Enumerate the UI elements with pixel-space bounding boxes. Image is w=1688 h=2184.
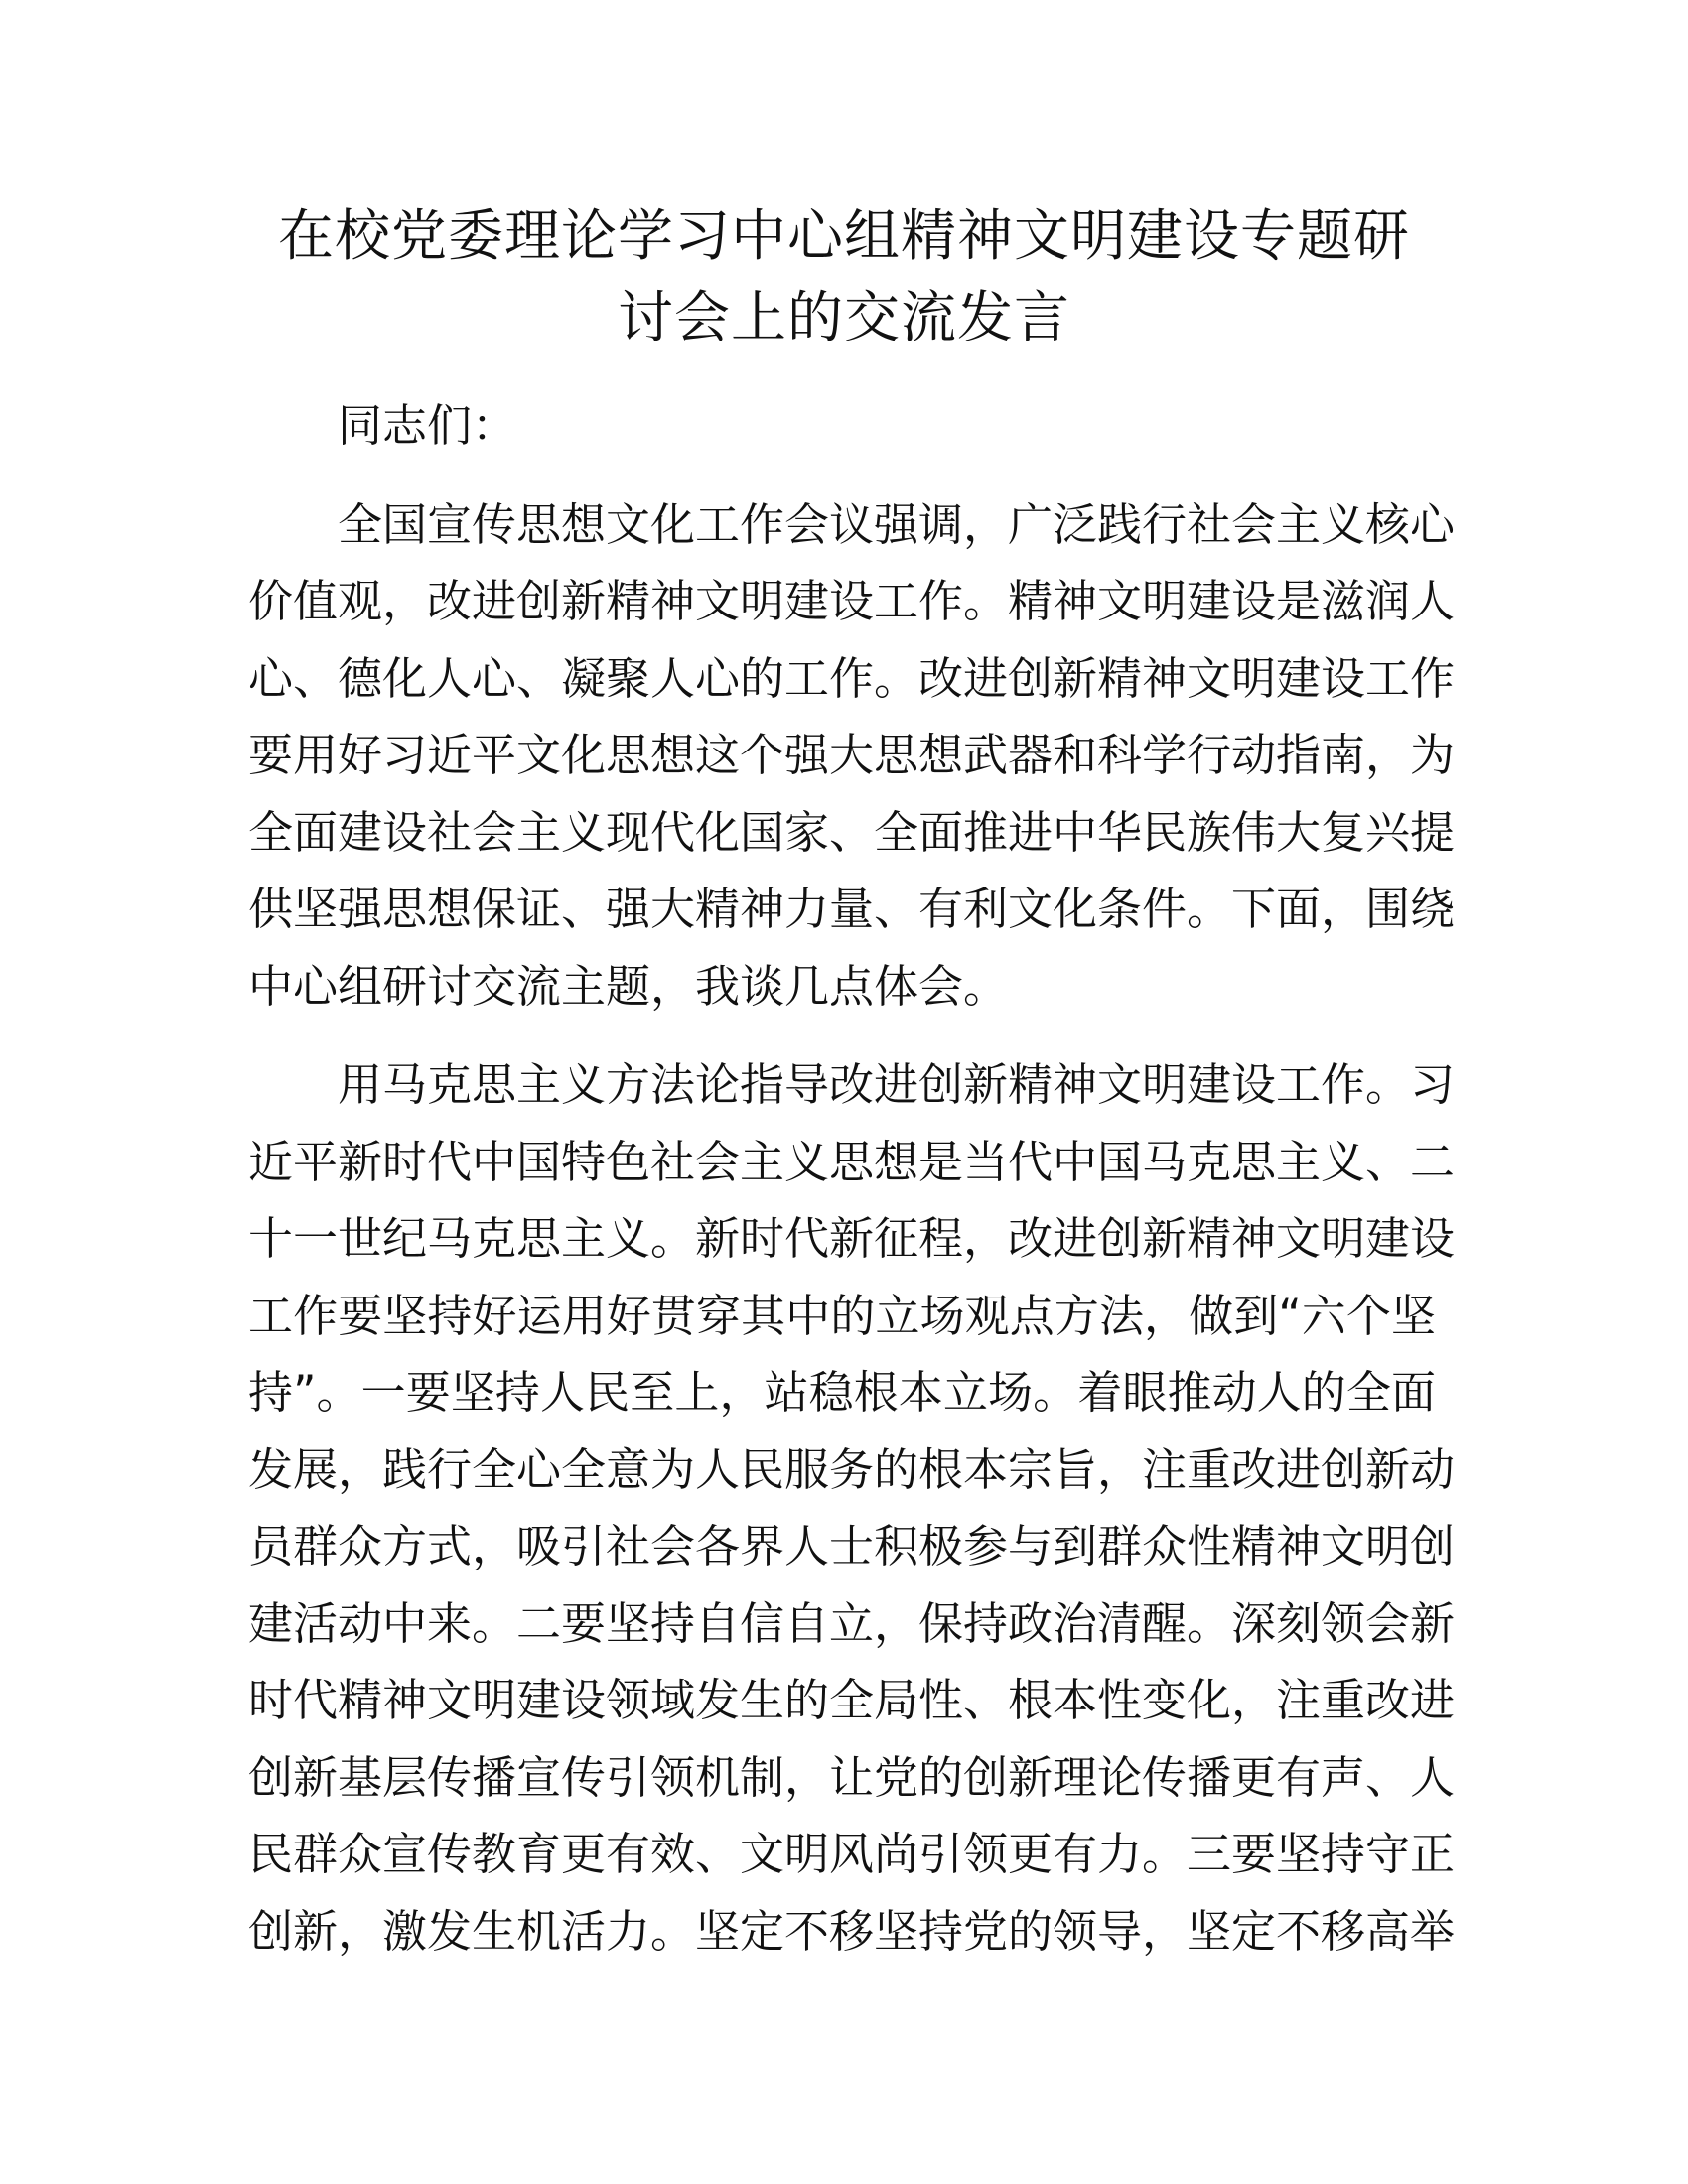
paragraph-line: 员群众方式，吸引社会各界人士积极参与到群众性精神文明创 xyxy=(248,1520,1456,1572)
paragraph-line: 创新，激发生机活力。坚定不移坚持党的领导，坚定不移高举 xyxy=(248,1904,1456,1958)
paragraph-line: 中心组研讨交流主题，我谈几点体会。 xyxy=(248,959,1009,1013)
paragraph-line: 民群众宣传教育更有效、文明风尚引领更有力。三要坚持守正 xyxy=(248,1828,1456,1880)
salutation: 同志们： xyxy=(338,399,517,452)
paragraph-line: 全面建设社会主义现代化国家、全面推进中华民族伟大复兴提 xyxy=(248,805,1456,859)
paragraph-line: 近平新时代中国特色社会主义思想是当代中国马克思主义、二 xyxy=(248,1135,1456,1188)
paragraph-methodology xyxy=(248,1046,1456,1970)
paragraph-line: 十一世纪马克思主义。新时代新征程，改进创新精神文明建设 xyxy=(248,1212,1456,1265)
paragraph-line: 心、德化人心、凝聚人心的工作。改进创新精神文明建设工作 xyxy=(248,651,1456,705)
paragraph-intro xyxy=(248,486,1456,1025)
document-title xyxy=(248,197,1440,359)
title-line-2: 讨会上的交流发言 xyxy=(618,286,1070,350)
document-body xyxy=(248,387,1456,1991)
paragraph-line: 持”。一要坚持人民至上，站稳根本立场。着眼推动人的全面 xyxy=(248,1366,1436,1419)
paragraph-line: 要用好习近平文化思想这个强大思想武器和科学行动指南，为 xyxy=(248,729,1456,781)
paragraph-line: 全国宣传思想文化工作会议强调，广泛践行社会主义核心 xyxy=(338,497,1456,551)
paragraph-line: 时代精神文明建设领域发生的全局性、根本性变化，注重改进 xyxy=(248,1674,1456,1726)
paragraph-line: 创新基层传播宣传引领机制，让党的创新理论传播更有声、人 xyxy=(248,1750,1456,1804)
paragraph-line: 用马克思主义方法论指导改进创新精神文明建设工作。习 xyxy=(338,1058,1456,1111)
paragraph-line: 建活动中来。二要坚持自信自立，保持政治清醒。深刻领会新 xyxy=(248,1596,1456,1650)
salutation-paragraph xyxy=(248,387,1436,465)
title-line-1: 在校党委理论学习中心组精神文明建设专题研 xyxy=(278,205,1410,269)
paragraph-line: 发展，践行全心全意为人民服务的根本宗旨，注重改进创新动 xyxy=(248,1442,1456,1496)
paragraph-line: 工作要坚持好运用好贯穿其中的立场观点方法，做到“六个坚 xyxy=(248,1289,1436,1342)
paragraph-line: 供坚强思想保证、强大精神力量、有利文化条件。下面，围绕 xyxy=(248,883,1456,935)
paragraph-line: 价值观，改进创新精神文明建设工作。精神文明建设是滋润人 xyxy=(248,575,1456,627)
